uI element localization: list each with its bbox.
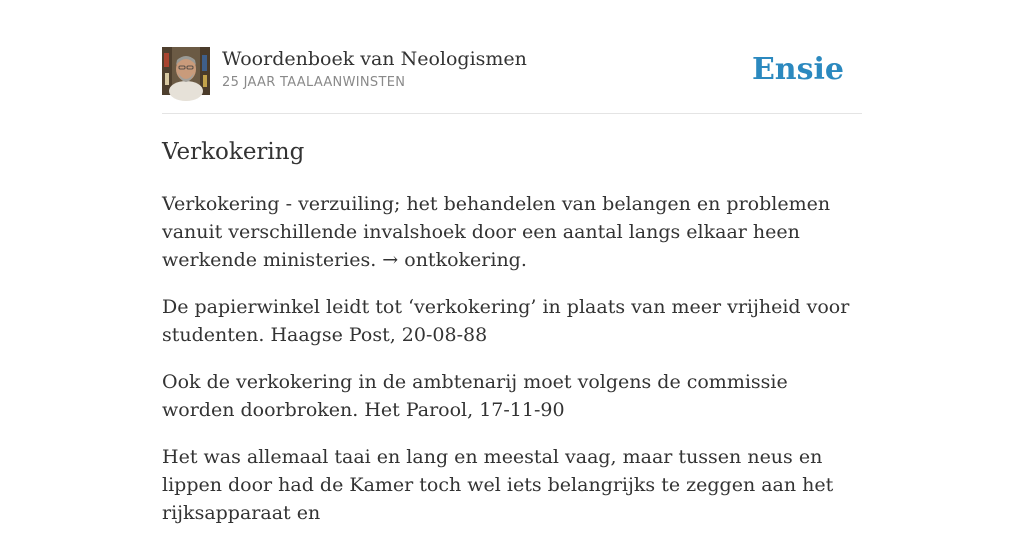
source-tagline: 25 JAAR TAALAANWINSTEN: [222, 75, 406, 90]
source-header: [162, 47, 862, 95]
header-divider: [162, 113, 862, 114]
entry-title: Verkokering: [162, 139, 305, 165]
entry-quote: De papierwinkel leidt tot ‘verkokering’ in plaats van meer vrijheid voor studenten. Haagse Post, 20-08-88: [162, 296, 850, 346]
author-avatar[interactable]: [162, 47, 210, 95]
entry-quote: Het was allemaal taai en lang en meestal vaag, maar tussen neus en lippen door had de Kamer toch wel iets belangrijks te zeggen aan het rijksapparaat en: [162, 446, 834, 524]
entry-definition: Verkokering - verzuiling; het behandelen van belangen en problemen vanuit verschillende invalshoek door een aantal langs elkaar heen werkende ministeries. → ontkokering.: [162, 193, 831, 271]
ensie-logo-link[interactable]: Ensie: [751, 52, 844, 87]
author-portrait-icon: [162, 47, 210, 95]
entry-content: [162, 190, 862, 546]
source-name[interactable]: Woordenboek van Neologismen: [222, 48, 527, 70]
entry-quote: Ook de verkokering in de ambtenarij moet volgens de commissie worden doorbroken. Het Parool, 17-11-90: [162, 371, 788, 421]
